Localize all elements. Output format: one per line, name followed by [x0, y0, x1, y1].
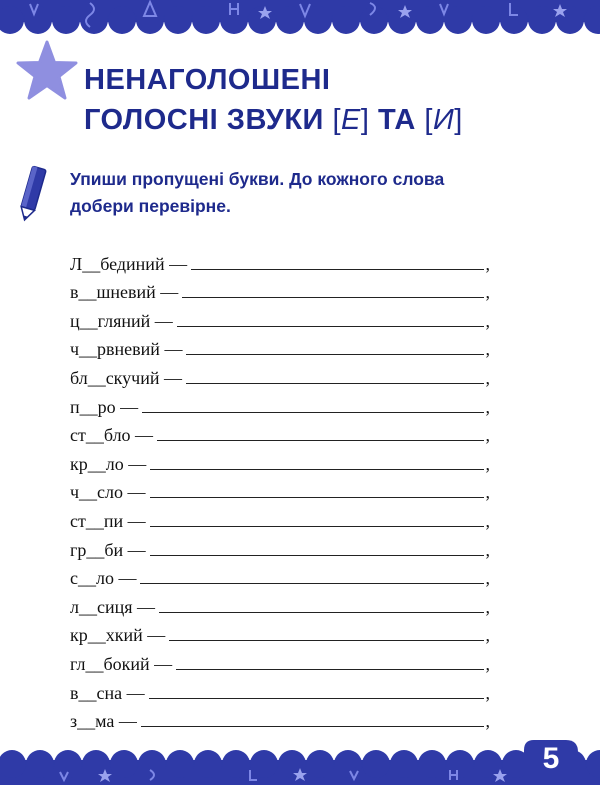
exercise-row — [70, 446, 490, 475]
row-comma: , — [485, 367, 490, 388]
row-comma: , — [485, 653, 490, 674]
exercise-word: Л__бединий — — [70, 253, 188, 274]
answer-blank-line[interactable] — [150, 469, 483, 470]
exercise-word: з__ма — — [70, 711, 137, 732]
exercise-row — [70, 389, 490, 418]
answer-blank-line[interactable] — [186, 354, 483, 355]
exercise-word: кр__хкий — — [70, 625, 166, 646]
exercise-row — [70, 704, 490, 733]
exercise-row — [70, 675, 490, 704]
answer-blank-line[interactable] — [191, 269, 483, 270]
exercise-word: п__ро — — [70, 396, 139, 417]
row-comma: , — [485, 625, 490, 646]
exercise-row — [70, 589, 490, 618]
exercise-word: ст__пи — — [70, 510, 146, 531]
exercise-row — [70, 475, 490, 504]
instruction-text: Упиши пропущені букви. До кожного слова добери перевірне. — [70, 169, 445, 216]
row-comma: , — [485, 568, 490, 589]
exercise-word: ч__рвневий — — [70, 339, 183, 360]
row-comma: , — [485, 282, 490, 303]
answer-blank-line[interactable] — [150, 555, 484, 556]
exercise-row — [70, 360, 490, 389]
answer-blank-line[interactable] — [177, 326, 484, 327]
answer-blank-line[interactable] — [186, 383, 484, 384]
answer-blank-line[interactable] — [159, 612, 483, 613]
answer-blank-line[interactable] — [150, 526, 484, 527]
exercise-word: ч__сло — — [70, 482, 146, 503]
exercise-word: в__сна — — [70, 682, 145, 703]
exercise-row — [70, 275, 490, 304]
answer-blank-line[interactable] — [149, 698, 484, 699]
row-comma: , — [485, 396, 490, 417]
exercise-row — [70, 418, 490, 447]
exercise-row — [70, 503, 490, 532]
row-comma: , — [485, 596, 490, 617]
bracket-close-1: ] — [360, 104, 370, 136]
row-comma: , — [485, 310, 490, 331]
answer-blank-line[interactable] — [140, 583, 483, 584]
page-number: 5 — [542, 742, 560, 775]
title-prefix: ГОЛОСНІ ЗВУКИ — [84, 104, 333, 136]
row-comma: , — [485, 253, 490, 274]
bracket-open-1: [ — [332, 104, 342, 136]
top-decorative-band — [0, 0, 600, 34]
row-comma: , — [485, 425, 490, 446]
row-comma: , — [485, 510, 490, 531]
exercise-word: ц__гляний — — [70, 310, 173, 331]
answer-blank-line[interactable] — [176, 669, 483, 670]
exercise-word: гр__би — — [70, 539, 146, 560]
exercise-row — [70, 618, 490, 647]
bracket-close-2: ] — [454, 104, 463, 136]
exercise-word: л__сиця — — [70, 596, 156, 617]
exercise-word: гл__бокий — — [70, 653, 173, 674]
row-comma: , — [485, 339, 490, 360]
exercise-word: с__ло — — [70, 568, 137, 589]
bracket-open-2: [ — [424, 104, 433, 136]
exercise-row — [70, 646, 490, 675]
answer-blank-line[interactable] — [141, 726, 484, 727]
answer-blank-line[interactable] — [157, 440, 483, 441]
row-comma: , — [485, 539, 490, 560]
star-icon — [16, 40, 78, 102]
exercise-row — [70, 332, 490, 361]
exercise-row — [70, 246, 490, 275]
page-title — [84, 60, 463, 140]
exercise-row — [70, 532, 490, 561]
title-conjunction: ТА — [369, 104, 425, 136]
exercise-row — [70, 561, 490, 590]
row-comma: , — [485, 711, 490, 732]
exercise-row — [70, 303, 490, 332]
answer-blank-line[interactable] — [169, 640, 483, 641]
answer-blank-line[interactable] — [182, 297, 483, 298]
exercise-word: ст__бло — — [70, 425, 154, 446]
vowel-y: И — [432, 104, 455, 136]
exercise-list — [70, 246, 490, 732]
exercise-word: в__шневий — — [70, 282, 179, 303]
title-line-1: НЕНАГОЛОШЕНІ — [84, 64, 331, 96]
exercise-word: кр__ло — — [70, 453, 147, 474]
answer-blank-line[interactable] — [142, 412, 483, 413]
bottom-decorative-band — [0, 738, 600, 785]
pencil-icon — [14, 163, 50, 225]
row-comma: , — [485, 453, 490, 474]
vowel-e: Е — [341, 104, 361, 136]
answer-blank-line[interactable] — [150, 497, 484, 498]
exercise-word: бл__скучий — — [70, 367, 182, 388]
row-comma: , — [485, 482, 490, 503]
title-line-2 — [84, 100, 463, 140]
row-comma: , — [485, 682, 490, 703]
